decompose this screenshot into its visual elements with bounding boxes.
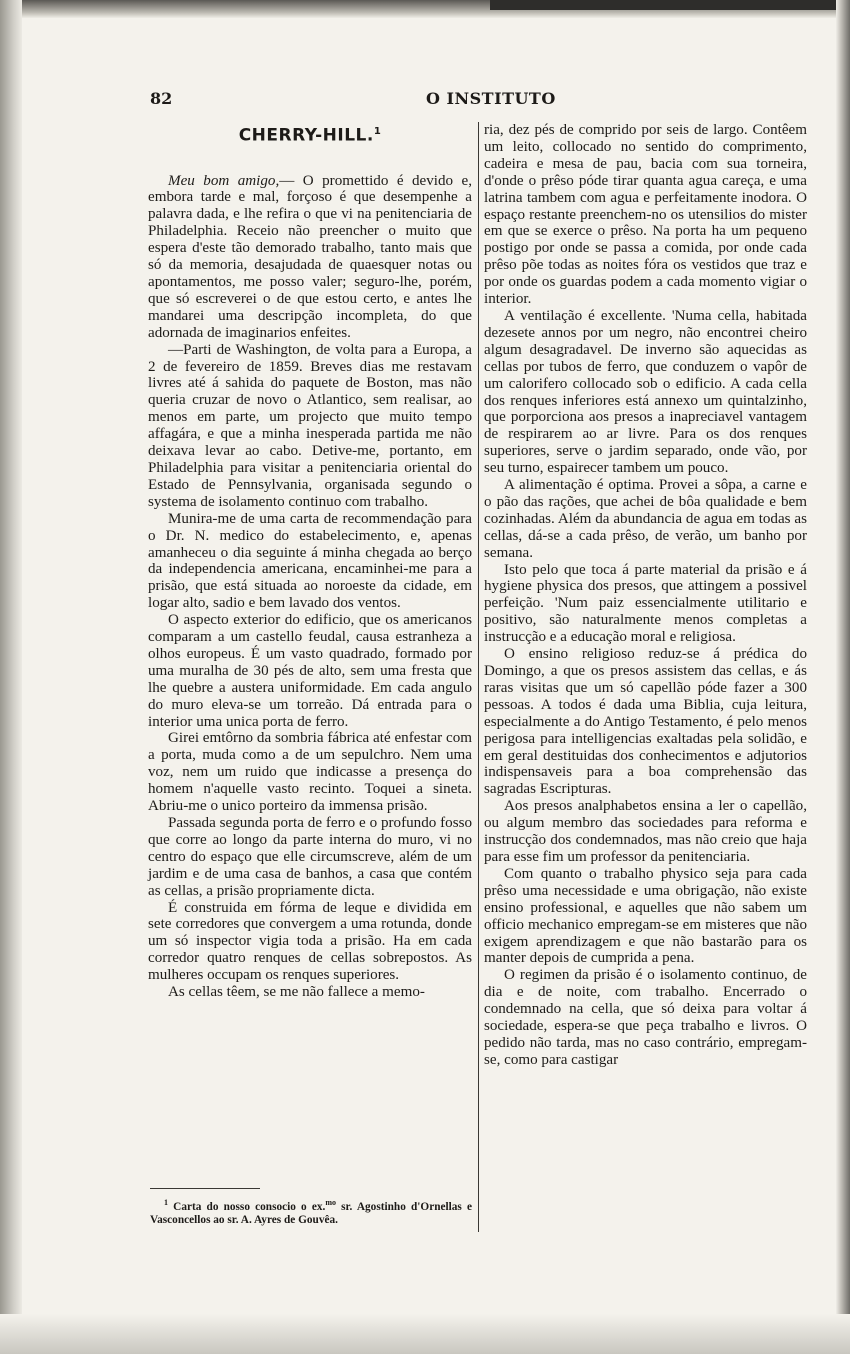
paragraph: Isto pelo que toca á parte material da prisão e á hygiene physica dos presos, que attingem a possivel perfeição. 'Num paiz essencialmente utilitario e positivo, são naturalmente menos completas a instrucção e a educação moral e religiosa. (484, 561, 807, 646)
left-column (148, 124, 472, 1001)
paragraph-continuation: ria, dez pés de comprido por seis de largo. Contêem um leito, collocado no sentido do comprimento, cadeira e mesa de pau, bacia com sua torneira, d'onde o prêso póde tirar quanta agua careça, e uma latrina tambem com agua e perfeitamente inodora. O espaço restante preenchem-no os utensilios do mister em que se exerce o prêso. Na porta ha um pequeno postigo por onde se passa a comida, por onde cada prêso põe todas as noites fóra os vestidos que traz e por onde os guardas podem a cada momento vigiar o interior. (484, 122, 807, 308)
paragraph: Munira-me de uma carta de recommendação para o Dr. N. medico do estabelecimento, e, apenas amanheceu o dia seguinte á minha chegada ao berço da independencia americana, encaminhei-me para a prisão, que está situada ao noroeste da cidade, em logar alto, sadio e bem lavado dos ventos. (148, 510, 472, 612)
footnote-mark: 1 (164, 1198, 168, 1207)
paragraph-text: — O promettido é devido e, embora tarde e mal, forçoso é que desempenhe a palavra dada, e lhe refira o que vi na penitenciaria de Philadelphia. Receio não preencher o muito que espera d'este tão demorado trabalho, tanto mais que só da memoria, desajudada de quaesquer notas ou apontamentos, me posso valer; seguro-lhe, porém, que só escreverei o de que estou certo, e antes lhe mandarei uma descripção incompleta, do que adornada de imaginarios enfeites. (148, 172, 472, 341)
paragraph: Girei emtôrno da sombria fábrica até enfestar com a porta, muda como a de um sepulchro. Nem uma voz, nem um ruido que indicasse a presença do homem n'aquelle vasto recinto. Toquei a sineta. Abriu-me o unico porteiro da immensa prisão. (148, 730, 472, 815)
opening-paragraph (148, 173, 472, 342)
paragraph: A ventilação é excellente. 'Numa cella, habitada dezesete annos por um negro, não encontrei cheiro algum desagradavel. De inverno são aquecidas as cellas por tubos de ferro, que conduzem o vapôr de um calorifero collocado sob o edificio. A cada cella dos renques inferiores está annexo um quintalzinho, que porporciona aos presos a inapreciavel vantagem de respirarem ao ar livre. Para os dos renques superiores, serve o jardim separado, onde vão, por seu turno, espairecer tambem um pouco. (484, 307, 807, 477)
paragraph: —Parti de Washington, de volta para a Europa, a 2 de fevereiro de 1859. Breves dias me restavam livres até á sahida do paquete de Boston, mas não queria cruzar de novo o Atlantico, sem realisar, ao menos em parte, um projecto que muito tempo affagára, e que a minha inesperada partida me não deixava levar ao cabo. Detive-me, portanto, em Philadelphia para visitar a penitenciaria oriental do Estado de Pennsylvania, organisada segundo o systema de isolamento continuo com trabalho. (148, 341, 472, 510)
paragraph: O aspecto exterior do edificio, que os americanos comparam a um castello feudal, causa estranheza a olhos europeus. É um vasto quadrado, formado por uma muralha de 30 pés de alto, sem uma fresta que lhe quebre a austera uniformidade. Em cada angulo do muro eleva-se um torreão. Dá entrada para o interior uma unica porta de ferro. (148, 612, 472, 730)
scan-right-edge (836, 0, 850, 1354)
paragraph: A alimentação é optima. Provei a sôpa, a carne e o pão das rações, que achei de bôa qualidade e bem cozinhadas. Além da abundancia de agua em todas as cellas, dá-se a cada prêso, de verão, um banho por semana. (484, 477, 807, 561)
footnote-superscript: mo (325, 1198, 337, 1207)
title-footnote-mark: 1 (373, 126, 382, 137)
footnote-rule (150, 1188, 260, 1189)
footnote-text-rest: sr. Agostinho d'Ornellas e Vasconcellos ao sr. A. Ayres de Gouvêa. (150, 1200, 472, 1226)
page-number: 82 (150, 89, 173, 108)
paragraph: Aos presos analphabetos ensina a ler o capellão, ou algum membro das sociedades para reforma e instrucção dos condemnados, mas não creio que haja para esse fim um professor da penitenciaria. (484, 798, 807, 865)
scan-left-edge (0, 0, 22, 1354)
paragraph: Com quanto o trabalho physico seja para cada prêso uma necessidade e uma obrigação, não existe ensino professional, e aquelles que não sabem um officio mechanico empregam-se em misteres que não exigem aprendizagem e que não bastarão para os manter depois de cumprida a pena. (484, 865, 807, 967)
scan-top-shadow (490, 0, 850, 10)
article-title-text: CHERRY-HILL. (238, 125, 374, 146)
footnote-text: Carta do nosso consocio o ex. (173, 1200, 326, 1213)
paragraph: As cellas têem, se me não fallece a memo- (168, 984, 425, 1001)
scan-bottom-edge (0, 1314, 850, 1354)
footnote (150, 1196, 472, 1227)
paragraph: É construida em fórma de leque e dividida em sete corredores que convergem a uma rotunda, donde um só inspector vigia toda a prisão. Ha em cada corredor quatro renques de cellas sobrepostos. As mulheres occupam os renques superiores. (148, 899, 472, 984)
paragraph: O regimen da prisão é o isolamento continuo, de dia e de noite, com trabalho. Encerrado o condemnado na cella, que só deixa para voltar á sociedade, espera-se que peça trabalho e livros. O pedido não tarda, mas no caso contrário, empregam-se, como para castigar (484, 967, 807, 1068)
salutation: Meu bom amigo, (168, 172, 280, 189)
running-head: O INSTITUTO (426, 89, 556, 108)
article-title (148, 124, 472, 145)
paragraph: Passada segunda porta de ferro e o profundo fosso que corre ao longo da parte interna do muro, vi no centro do espaço que elle circumscreve, além de um jardim e de uma casa de banhos, a casa que contém as cellas, a prisão propriamente dicta. (148, 815, 472, 899)
column-divider (478, 122, 479, 1232)
right-column (484, 122, 807, 1069)
paragraph: O ensino religioso reduz-se á prédica do Domingo, a que os presos assistem das cellas, e ás raras visitas que um só capellão póde fazer a 300 pessoas. A todos é dada uma Biblia, cuja leitura, especialmente a do Antigo Testamento, é pelo menos perigosa para intelligencias exaltadas pela solidão, e em geral destituidas dos conhecimentos e adjutorios indispensaveis para a boa comprehensão das sagradas Escripturas. (484, 646, 807, 798)
